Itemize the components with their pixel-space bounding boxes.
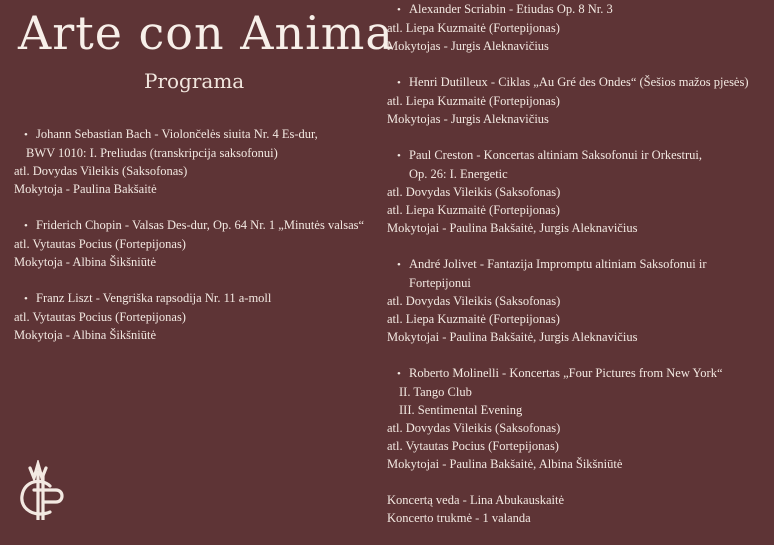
program-item [387,255,767,346]
program-item [387,364,767,473]
piece-line: • Henri Dutilleux - Ciklas „Au Gré des Ondes“ (Šešios mažos pjesės) [387,73,767,92]
program-left-column [14,125,386,362]
teacher-line: Mokytojas - Jurgis Aleknavičius [387,39,549,53]
program-item [387,73,767,128]
program-item [14,216,386,271]
piece-line: Op. 26: I. Energetic [409,167,508,181]
performer-line: atl. Liepa Kuzmaitė (Fortepijonas) [387,94,560,108]
piece-line: • Alexander Scriabin - Etiudas Op. 8 Nr. 3 [387,0,767,19]
piece-line: • Friderich Chopin - Valsas Des-dur, Op. 64 Nr. 1 „Minutės valsas“ [14,216,386,235]
teacher-line: Mokytoja - Albina Šikšniūtė [14,328,157,342]
piece-line: Fortepijonui [409,276,471,290]
piece-line: • Roberto Molinelli - Koncertas „Four Pictures from New York“ [387,364,767,383]
page-title: Arte con Anima [18,6,394,60]
performer-line: atl. Dovydas Vileikis (Saksofonas) [14,164,188,178]
piece-line: • Paul Creston - Koncertas altiniam Saksofonui ir Orkestrui, [387,146,767,165]
performer-line: atl. Dovydas Vileikis (Saksofonas) [387,185,561,199]
movement-line: III. Sentimental Evening [399,403,523,417]
performer-line: atl. Liepa Kuzmaitė (Fortepijonas) [387,312,560,326]
teacher-line: Mokytojai - Paulina Bakšaitė, Jurgis Aleknavičius [387,330,638,344]
program-right-column [387,0,767,545]
teacher-line: Mokytoja - Paulina Bakšaitė [14,182,157,196]
host-line: Koncertą veda - Lina Abukauskaitė [387,493,565,507]
duration-line: Koncerto trukmė - 1 valanda [387,511,531,525]
teacher-line: Mokytojai - Paulina Bakšaitė, Jurgis Aleknavičius [387,221,638,235]
program-item [14,125,386,198]
program-item [14,289,386,344]
page-subtitle: Programa [144,69,245,93]
performer-line: atl. Dovydas Vileikis (Saksofonas) [387,294,561,308]
teacher-line: Mokytoja - Albina Šikšniūtė [14,255,157,269]
movement-line: II. Tango Club [399,385,472,399]
performer-line: atl. Vytautas Pocius (Fortepijonas) [14,310,186,324]
piece-line: BWV 1010: I. Preliudas (transkripcija saksofonui) [26,146,278,160]
performer-line: atl. Liepa Kuzmaitė (Fortepijonas) [387,203,560,217]
program-item [387,0,767,55]
performer-line: atl. Liepa Kuzmaitė (Fortepijonas) [387,21,560,35]
performer-line: atl. Vytautas Pocius (Fortepijonas) [14,237,186,251]
concert-info [387,491,767,527]
teacher-line: Mokytojai - Paulina Bakšaitė, Albina Šikšniūtė [387,457,623,471]
arte-con-anima-monogram-icon [12,460,68,520]
piece-line: • Johann Sebastian Bach - Violončelės siuita Nr. 4 Es-dur, [14,125,386,144]
piece-line: • Franz Liszt - Vengriška rapsodija Nr. 11 a-moll [14,289,386,308]
performer-line: atl. Vytautas Pocius (Fortepijonas) [387,439,559,453]
teacher-line: Mokytojas - Jurgis Aleknavičius [387,112,549,126]
program-item [387,146,767,237]
piece-line: • André Jolivet - Fantazija Impromptu altiniam Saksofonui ir [387,255,767,274]
performer-line: atl. Dovydas Vileikis (Saksofonas) [387,421,561,435]
